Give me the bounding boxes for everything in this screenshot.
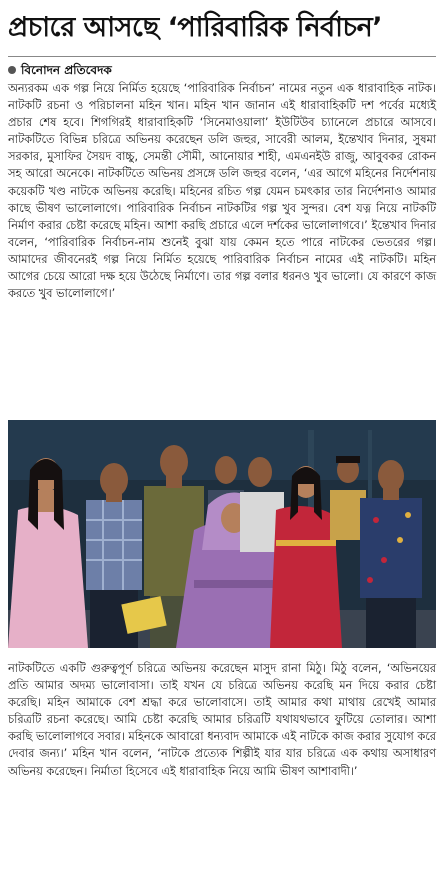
group-cast-photo-icon: [8, 420, 436, 648]
bullet-icon: [8, 66, 16, 74]
cast-photo: [8, 420, 436, 648]
headline-divider: [8, 56, 436, 57]
article-paragraph-2: নাটকটিতে একটি গুরুত্বপূর্ণ চরিত্রে অভিনয় করেছেন মাসুদ রানা মিঠু। মিঠু বলেন, ‘অভিনয়ের প্রতি আমার অদম্য ভালোবাসা। তাই যখন যে চরিত্রে অভিনয় করেছি মন দিয়ে করার চেষ্টা করেছি। মহিন আমাকে বেশ শ্রদ্ধা করে ভালোবাসে। তাই আমার কথা মাথায় রেখেই আমার চরিত্রটি রচনা করেছে। আমি চেষ্টা করেছি আমার চরিত্রটি যথাযথভাবে ফুটিয়ে তোলার। আশা করছি ভালোলাগবে সবার। মহিনকে আবারো ধন্যবাদ আমাকে এই নাটকে কাজ করার সুযোগ করে দেবার জন্য।’ মহিন খান বলেন, ‘নাটকে প্রত্যেক শিল্পীই যার যার চরিত্রে এক কথায় অসাধারণ অভিনয় করেছেন। নির্মাতা হিসেবে এই ধারাবাহিক নিয়ে আমি ভীষণ আশাবাদী।’: [8, 662, 436, 778]
byline-text: বিনোদন প্রতিবেদক: [21, 63, 112, 77]
headline: প্রচারে আসছে ‘পারিবারিক নির্বাচন’: [8, 12, 382, 43]
article-paragraph-1: অন্যরকম এক গল্প নিয়ে নির্মিত হয়েছে ‘পারিবারিক নির্বাচন’ নামের নতুন এক ধারাবাহিক নাটক। নাটকটি রচনা ও পরিচালনা মহিন খান। মহিন খান জানান এই ধারাবাহিকটি দশ পর্বের মধ্যেই প্রচার শেষ হবে। শিগগিরই ধারাবাহিকটি ‘সিনেমাওয়ালা’ ইউটিউব চ্যানেলে প্রচারে আসবে। নাটকটিতে বিভিন্ন চরিত্রে অভিনয় করেছেন ডলি জহুর, সাবেরী আলম, ইন্তেখাব দিনার, সুষমা সরকার, মুসাফির সৈয়দ বাচ্চু, সেমন্তী সৌমী, আনোয়ার শাহী, এমএনইউ রাজু, আবুবকর রোকন সহ আরো অনেকে। নাটকটিতে অভিনয় প্রসঙ্গে ডলি জহুর বলেন, ‘এর আগে মহিনের নির্দেশনায় কয়েকটি খণ্ড নাটকে অভিনয় করেছি। মহিনের রচিত গল্প যেমন চমৎকার তার নির্দেশনাও আমার কাছে ভীষণ ভালোলাগে। পারিবারিক নির্বাচন নাটকটির গল্প খুব সুন্দর। বেশ যত্ন নিয়ে নাটকটি নির্মাণ করার চেষ্টা করেছে মহিন। আশা করছি প্রচারে এলে দর্শকের ভালোলাগবে।’ ইন্তেখাব দিনার বলেন, ‘পারিবারিক নির্বাচন-নাম শুনেই বুঝা যায় কেমন হতে পারে নাটকের ভেতরের গল্প। আমাদের জীবনেরই গল্প নিয়ে নির্মিত হয়েছে পারিবারিক নির্বাচন নামের এই নাটকটি। মহিন আগের চেয়ে আরো দক্ষ হয়ে উঠেছে নির্মাণে। তার গল্প বলার ধরনও খুব ভালো। যে কারণে কাজ করতে খুব ভালোলাগে।’: [8, 82, 436, 301]
byline: [8, 62, 112, 78]
